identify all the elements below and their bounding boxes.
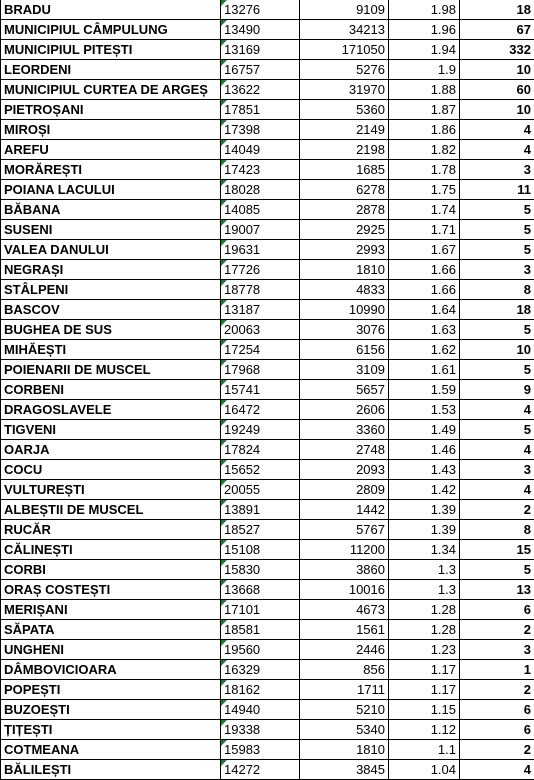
cell-ratio[interactable]: 1.3 xyxy=(389,560,460,580)
cell-ratio[interactable]: 1.3 xyxy=(389,580,460,600)
cell-ratio[interactable]: 1.43 xyxy=(389,460,460,480)
cell-ratio[interactable]: 1.67 xyxy=(389,240,460,260)
table-row xyxy=(1,680,534,700)
cell-count[interactable]: 4 xyxy=(460,400,534,420)
cell-count[interactable]: 67 xyxy=(460,20,534,40)
cell-ratio[interactable]: 1.17 xyxy=(389,660,460,680)
cell-siruta-code[interactable]: 15741 xyxy=(221,380,300,400)
cell-count[interactable]: 6 xyxy=(460,720,534,740)
cell-ratio[interactable]: 1.17 xyxy=(389,680,460,700)
cell-ratio[interactable]: 1.1 xyxy=(389,740,460,760)
table-row xyxy=(1,40,534,60)
cell-population[interactable]: 5767 xyxy=(300,520,389,540)
cell-locality-name[interactable]: RUCĂR xyxy=(1,520,221,540)
cell-siruta-code[interactable]: 18581 xyxy=(221,620,300,640)
cell-ratio[interactable]: 1.63 xyxy=(389,320,460,340)
cell-locality-name[interactable]: BASCOV xyxy=(1,300,221,320)
cell-count[interactable]: 5 xyxy=(460,320,534,340)
cell-siruta-code[interactable]: 17824 xyxy=(221,440,300,460)
cell-ratio[interactable]: 1.39 xyxy=(389,520,460,540)
cell-ratio[interactable]: 1.88 xyxy=(389,80,460,100)
cell-population[interactable]: 31970 xyxy=(300,80,389,100)
cell-ratio[interactable]: 1.61 xyxy=(389,360,460,380)
cell-population[interactable]: 2446 xyxy=(300,640,389,660)
cell-locality-name[interactable]: MIHĂEȘTI xyxy=(1,340,221,360)
cell-ratio[interactable]: 1.15 xyxy=(389,700,460,720)
cell-siruta-code[interactable]: 14085 xyxy=(221,200,300,220)
table-row xyxy=(1,200,534,220)
table-row xyxy=(1,740,534,760)
cell-ratio[interactable]: 1.66 xyxy=(389,260,460,280)
cell-locality-name[interactable]: VULTUREȘTI xyxy=(1,480,221,500)
table-row xyxy=(1,340,534,360)
cell-locality-name[interactable]: POIANA LACULUI xyxy=(1,180,221,200)
cell-population[interactable]: 1561 xyxy=(300,620,389,640)
cell-locality-name[interactable]: MUNICIPIUL CURTEA DE ARGEȘ xyxy=(1,80,221,100)
cell-count[interactable]: 60 xyxy=(460,80,534,100)
table-row xyxy=(1,300,534,320)
table-row xyxy=(1,120,534,140)
cell-siruta-code[interactable]: 15652 xyxy=(221,460,300,480)
cell-locality-name[interactable]: DRAGOSLAVELE xyxy=(1,400,221,420)
cell-population[interactable]: 1810 xyxy=(300,740,389,760)
cell-locality-name[interactable]: VALEA DANULUI xyxy=(1,240,221,260)
cell-locality-name[interactable]: AREFU xyxy=(1,140,221,160)
cell-siruta-code[interactable]: 20055 xyxy=(221,480,300,500)
cell-locality-name[interactable]: ORAȘ COSTEȘTI xyxy=(1,580,221,600)
cell-siruta-code[interactable]: 15983 xyxy=(221,740,300,760)
table-row xyxy=(1,360,534,380)
cell-count[interactable]: 10 xyxy=(460,60,534,80)
cell-locality-name[interactable]: BUZOEȘTI xyxy=(1,700,221,720)
table-row xyxy=(1,60,534,80)
cell-ratio[interactable]: 1.75 xyxy=(389,180,460,200)
cell-population[interactable]: 6278 xyxy=(300,180,389,200)
table-row xyxy=(1,620,534,640)
cell-locality-name[interactable]: OARJA xyxy=(1,440,221,460)
cell-population[interactable]: 3076 xyxy=(300,320,389,340)
table-row xyxy=(1,580,534,600)
cell-population[interactable]: 2925 xyxy=(300,220,389,240)
cell-siruta-code[interactable]: 13187 xyxy=(221,300,300,320)
cell-count[interactable]: 2 xyxy=(460,740,534,760)
cell-siruta-code[interactable]: 13490 xyxy=(221,20,300,40)
cell-locality-name[interactable]: SĂPATA xyxy=(1,620,221,640)
cell-ratio[interactable]: 1.9 xyxy=(389,60,460,80)
cell-count[interactable]: 4 xyxy=(460,120,534,140)
cell-count[interactable]: 5 xyxy=(460,200,534,220)
cell-siruta-code[interactable]: 19631 xyxy=(221,240,300,260)
cell-ratio[interactable]: 1.96 xyxy=(389,20,460,40)
table-row xyxy=(1,220,534,240)
cell-ratio[interactable]: 1.59 xyxy=(389,380,460,400)
cell-count[interactable]: 3 xyxy=(460,460,534,480)
cell-count[interactable]: 18 xyxy=(460,0,534,20)
cell-ratio[interactable]: 1.53 xyxy=(389,400,460,420)
cell-population[interactable]: 3109 xyxy=(300,360,389,380)
table-row xyxy=(1,140,534,160)
cell-ratio[interactable]: 1.74 xyxy=(389,200,460,220)
table-row xyxy=(1,700,534,720)
cell-count[interactable]: 2 xyxy=(460,620,534,640)
cell-ratio[interactable]: 1.71 xyxy=(389,220,460,240)
cell-count[interactable]: 3 xyxy=(460,260,534,280)
cell-population[interactable]: 5276 xyxy=(300,60,389,80)
cell-population[interactable]: 4673 xyxy=(300,600,389,620)
cell-siruta-code[interactable]: 19007 xyxy=(221,220,300,240)
cell-locality-name[interactable]: POPEȘTI xyxy=(1,680,221,700)
cell-siruta-code[interactable]: 13622 xyxy=(221,80,300,100)
cell-locality-name[interactable]: ALBEȘTII DE MUSCEL xyxy=(1,500,221,520)
cell-siruta-code[interactable]: 18162 xyxy=(221,680,300,700)
cell-locality-name[interactable]: STÂLPENI xyxy=(1,280,221,300)
cell-count[interactable]: 10 xyxy=(460,100,534,120)
cell-siruta-code[interactable]: 13276 xyxy=(221,0,300,20)
cell-siruta-code[interactable]: 17398 xyxy=(221,120,300,140)
cell-siruta-code[interactable]: 19249 xyxy=(221,420,300,440)
cell-siruta-code[interactable]: 17968 xyxy=(221,360,300,380)
cell-population[interactable]: 2993 xyxy=(300,240,389,260)
cell-count[interactable]: 5 xyxy=(460,240,534,260)
cell-siruta-code[interactable]: 13169 xyxy=(221,40,300,60)
cell-population[interactable]: 3845 xyxy=(300,760,389,780)
cell-population[interactable]: 2606 xyxy=(300,400,389,420)
cell-siruta-code[interactable]: 15108 xyxy=(221,540,300,560)
cell-locality-name[interactable]: MIROȘI xyxy=(1,120,221,140)
table-row xyxy=(1,760,534,780)
cell-count[interactable]: 8 xyxy=(460,280,534,300)
cell-population[interactable]: 2878 xyxy=(300,200,389,220)
cell-ratio[interactable]: 1.62 xyxy=(389,340,460,360)
cell-siruta-code[interactable]: 18527 xyxy=(221,520,300,540)
table-row xyxy=(1,480,534,500)
cell-population[interactable]: 5360 xyxy=(300,100,389,120)
cell-ratio[interactable]: 1.64 xyxy=(389,300,460,320)
cell-ratio[interactable]: 1.12 xyxy=(389,720,460,740)
table-row xyxy=(1,540,534,560)
table-row xyxy=(1,180,534,200)
cell-population[interactable]: 2149 xyxy=(300,120,389,140)
cell-count[interactable]: 9 xyxy=(460,380,534,400)
cell-population[interactable]: 5657 xyxy=(300,380,389,400)
cell-locality-name[interactable]: CORBI xyxy=(1,560,221,580)
cell-locality-name[interactable]: SUSENI xyxy=(1,220,221,240)
cell-population[interactable]: 2748 xyxy=(300,440,389,460)
table-row xyxy=(1,240,534,260)
table-row xyxy=(1,440,534,460)
cell-count[interactable]: 10 xyxy=(460,340,534,360)
cell-population[interactable]: 6156 xyxy=(300,340,389,360)
table-row xyxy=(1,660,534,680)
cell-siruta-code[interactable]: 19560 xyxy=(221,640,300,660)
table-row xyxy=(1,320,534,340)
cell-siruta-code[interactable]: 17254 xyxy=(221,340,300,360)
cell-count[interactable]: 4 xyxy=(460,760,534,780)
cell-count[interactable]: 11 xyxy=(460,180,534,200)
cell-count[interactable]: 2 xyxy=(460,500,534,520)
cell-population[interactable]: 1685 xyxy=(300,160,389,180)
cell-ratio[interactable]: 1.86 xyxy=(389,120,460,140)
cell-locality-name[interactable]: PIETROȘANI xyxy=(1,100,221,120)
cell-count[interactable]: 5 xyxy=(460,220,534,240)
table-row xyxy=(1,20,534,40)
cell-siruta-code[interactable]: 16757 xyxy=(221,60,300,80)
cell-siruta-code[interactable]: 16329 xyxy=(221,660,300,680)
cell-ratio[interactable]: 1.04 xyxy=(389,760,460,780)
table-row xyxy=(1,80,534,100)
cell-siruta-code[interactable]: 14940 xyxy=(221,700,300,720)
cell-siruta-code[interactable]: 18778 xyxy=(221,280,300,300)
cell-ratio[interactable]: 1.82 xyxy=(389,140,460,160)
cell-population[interactable]: 10990 xyxy=(300,300,389,320)
cell-population[interactable]: 4833 xyxy=(300,280,389,300)
cell-locality-name[interactable]: MORĂREȘTI xyxy=(1,160,221,180)
cell-siruta-code[interactable]: 17101 xyxy=(221,600,300,620)
cell-population[interactable]: 11200 xyxy=(300,540,389,560)
cell-siruta-code[interactable]: 17726 xyxy=(221,260,300,280)
cell-locality-name[interactable]: LEORDENI xyxy=(1,60,221,80)
cell-siruta-code[interactable]: 14049 xyxy=(221,140,300,160)
cell-siruta-code[interactable]: 13891 xyxy=(221,500,300,520)
cell-locality-name[interactable]: MUNICIPIUL PITEȘTI xyxy=(1,40,221,60)
cell-population[interactable]: 2093 xyxy=(300,460,389,480)
cell-count[interactable]: 5 xyxy=(460,420,534,440)
cell-ratio[interactable]: 1.28 xyxy=(389,600,460,620)
table-row xyxy=(1,560,534,580)
cell-population[interactable]: 5210 xyxy=(300,700,389,720)
cell-population[interactable]: 1442 xyxy=(300,500,389,520)
table-row xyxy=(1,100,534,120)
cell-count[interactable]: 1 xyxy=(460,660,534,680)
cell-siruta-code[interactable]: 14272 xyxy=(221,760,300,780)
cell-locality-name[interactable]: TIGVENI xyxy=(1,420,221,440)
cell-population[interactable]: 3860 xyxy=(300,560,389,580)
cell-population[interactable]: 10016 xyxy=(300,580,389,600)
table-row xyxy=(1,160,534,180)
cell-locality-name[interactable]: NEGRAȘI xyxy=(1,260,221,280)
cell-locality-name[interactable]: CORBENI xyxy=(1,380,221,400)
cell-siruta-code[interactable]: 13668 xyxy=(221,580,300,600)
table-row xyxy=(1,720,534,740)
cell-ratio[interactable]: 1.42 xyxy=(389,480,460,500)
cell-locality-name[interactable]: COTMEANA xyxy=(1,740,221,760)
cell-ratio[interactable]: 1.78 xyxy=(389,160,460,180)
table-row xyxy=(1,460,534,480)
table-row xyxy=(1,0,534,20)
cell-locality-name[interactable]: COCU xyxy=(1,460,221,480)
cell-count[interactable]: 6 xyxy=(460,700,534,720)
cell-ratio[interactable]: 1.87 xyxy=(389,100,460,120)
cell-ratio[interactable]: 1.23 xyxy=(389,640,460,660)
cell-siruta-code[interactable]: 19338 xyxy=(221,720,300,740)
cell-count[interactable]: 13 xyxy=(460,580,534,600)
cell-population[interactable]: 171050 xyxy=(300,40,389,60)
cell-population[interactable]: 856 xyxy=(300,660,389,680)
cell-count[interactable]: 4 xyxy=(460,140,534,160)
cell-count[interactable]: 4 xyxy=(460,440,534,460)
cell-count[interactable]: 8 xyxy=(460,520,534,540)
cell-locality-name[interactable]: BĂBANA xyxy=(1,200,221,220)
cell-population[interactable]: 3360 xyxy=(300,420,389,440)
cell-count[interactable]: 3 xyxy=(460,640,534,660)
cell-count[interactable]: 15 xyxy=(460,540,534,560)
cell-locality-name[interactable]: BĂLILEȘTI xyxy=(1,760,221,780)
table-row xyxy=(1,400,534,420)
cell-population[interactable]: 1711 xyxy=(300,680,389,700)
cell-count[interactable]: 4 xyxy=(460,480,534,500)
table-body xyxy=(1,0,534,780)
cell-siruta-code[interactable]: 15830 xyxy=(221,560,300,580)
cell-locality-name[interactable]: BRADU xyxy=(1,0,221,20)
cell-count[interactable]: 3 xyxy=(460,160,534,180)
table-row xyxy=(1,380,534,400)
cell-locality-name[interactable]: MERIȘANI xyxy=(1,600,221,620)
cell-siruta-code[interactable]: 16472 xyxy=(221,400,300,420)
cell-population[interactable]: 2809 xyxy=(300,480,389,500)
cell-siruta-code[interactable]: 17851 xyxy=(221,100,300,120)
table-row xyxy=(1,500,534,520)
cell-population[interactable]: 34213 xyxy=(300,20,389,40)
cell-siruta-code[interactable]: 17423 xyxy=(221,160,300,180)
cell-population[interactable]: 1810 xyxy=(300,260,389,280)
cell-ratio[interactable]: 1.66 xyxy=(389,280,460,300)
cell-locality-name[interactable]: ȚIȚEȘTI xyxy=(1,720,221,740)
cell-ratio[interactable]: 1.49 xyxy=(389,420,460,440)
cell-ratio[interactable]: 1.34 xyxy=(389,540,460,560)
cell-ratio[interactable]: 1.94 xyxy=(389,40,460,60)
cell-locality-name[interactable]: CĂLINEȘTI xyxy=(1,540,221,560)
table-row xyxy=(1,280,534,300)
cell-count[interactable]: 6 xyxy=(460,600,534,620)
cell-count[interactable]: 2 xyxy=(460,680,534,700)
cell-population[interactable]: 2198 xyxy=(300,140,389,160)
cell-locality-name[interactable]: DÂMBOVICIOARA xyxy=(1,660,221,680)
cell-locality-name[interactable]: BUGHEA DE SUS xyxy=(1,320,221,340)
table-row xyxy=(1,640,534,660)
table-row xyxy=(1,600,534,620)
cell-ratio[interactable]: 1.46 xyxy=(389,440,460,460)
table-row xyxy=(1,520,534,540)
cell-locality-name[interactable]: MUNICIPIUL CÂMPULUNG xyxy=(1,20,221,40)
cell-count[interactable]: 5 xyxy=(460,560,534,580)
cell-ratio[interactable]: 1.39 xyxy=(389,500,460,520)
table-row xyxy=(1,420,534,440)
cell-population[interactable]: 5340 xyxy=(300,720,389,740)
cell-locality-name[interactable]: POIENARII DE MUSCEL xyxy=(1,360,221,380)
cell-count[interactable]: 5 xyxy=(460,360,534,380)
table-row xyxy=(1,260,534,280)
cell-count[interactable]: 332 xyxy=(460,40,534,60)
cell-ratio[interactable]: 1.98 xyxy=(389,0,460,20)
cell-siruta-code[interactable]: 18028 xyxy=(221,180,300,200)
cell-count[interactable]: 18 xyxy=(460,300,534,320)
cell-siruta-code[interactable]: 20063 xyxy=(221,320,300,340)
cell-population[interactable]: 9109 xyxy=(300,0,389,20)
cell-ratio[interactable]: 1.28 xyxy=(389,620,460,640)
cell-locality-name[interactable]: UNGHENI xyxy=(1,640,221,660)
